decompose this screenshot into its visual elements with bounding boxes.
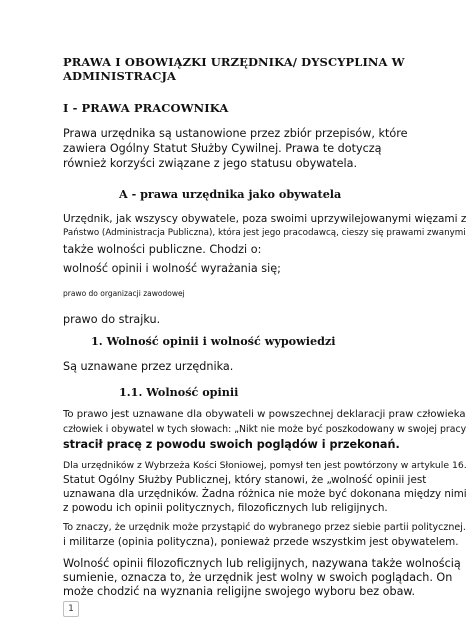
list-item-union: prawo do organizacji zawodowej — [63, 289, 185, 298]
paragraph-line: To prawo jest uznawane dla obywateli w powszechnej deklaracji praw człowieka — [63, 409, 466, 420]
paragraph-line: To znaczy, że urzędnik może przystąpić do wybranego przez siebie partii politycznej. — [63, 522, 466, 533]
paragraph-line: zawiera Ogólny Statut Służby Cywilnej. Prawa te dotyczą — [63, 142, 382, 155]
paragraph-line: Państwo (Administracja Publiczna), która jest jego pracodawcą, cieszy się prawami zwanymi — [63, 228, 466, 238]
heading-1-1: 1.1. Wolność opinii — [119, 385, 239, 399]
paragraph-line: także wolności publiczne. Chodzi o: — [63, 243, 262, 256]
paragraph-line: człowiek i obywatel w tych słowach: „Nikt nie może być poszkodowany w swojej pracy — [63, 424, 467, 435]
paragraph-line: sumienie, oznacza to, że urzędnik jest wolny w swoich poglądach. On — [63, 571, 453, 584]
paragraph-bold-quote: stracił pracę z powodu swoich poglądów i przekonań. — [63, 438, 400, 451]
paragraph-line: Są uznawane przez urzędnika. — [63, 360, 234, 373]
paragraph-line: może chodzić na wyznania religijne swojego wyboru bez obaw. — [63, 585, 416, 598]
paragraph-line: Wolność opinii filozoficznych lub religijnych, nazywana także wolnością — [63, 557, 461, 570]
paragraph-line: Prawa urzędnika są ustanowione przez zbiór przepisów, które — [63, 127, 408, 140]
page-number: 1 — [63, 601, 79, 617]
list-item-opinion: wolność opinii i wolność wyrażania się; — [63, 262, 281, 275]
document-title: PRAWA I OBOWIĄZKI URZĘDNIKA/ DYSCYPLINA W — [63, 55, 405, 69]
paragraph-line: Urzędnik, jak wszyscy obywatele, poza swoimi uprzywilejowanymi więzami z — [63, 213, 467, 225]
document-title-continued: ADMINISTRACJA — [63, 69, 177, 83]
paragraph-line: Dla urzędników z Wybrzeża Kości Słoniowej, pomysł ten jest powtórzony w artykule 16. — [63, 460, 467, 471]
list-item-strike: prawo do strajku. — [63, 313, 161, 326]
paragraph-line: również korzyści związane z jego statusu obywatela. — [63, 157, 358, 170]
heading-freedom-of-opinion: 1. Wolność opinii i wolność wypowiedzi — [91, 334, 336, 348]
paragraph-line: Statut Ogólny Służby Publicznej, który stanowi, że „wolność opinii jest — [63, 474, 427, 486]
paragraph-line: i militarze (opinia polityczna), ponieważ przede wszystkim jest obywatelem. — [63, 536, 459, 548]
section-heading-rights: I - PRAWA PRACOWNIKA — [63, 101, 229, 115]
paragraph-line: z powodu ich opinii politycznych, filozoficznych lub religijnych. — [63, 502, 388, 514]
subsection-heading-a: A - prawa urzędnika jako obywatela — [119, 187, 342, 201]
paragraph-line: uznawana dla urzędników. Żadna różnica nie może być dokonana między nimi — [63, 488, 467, 500]
